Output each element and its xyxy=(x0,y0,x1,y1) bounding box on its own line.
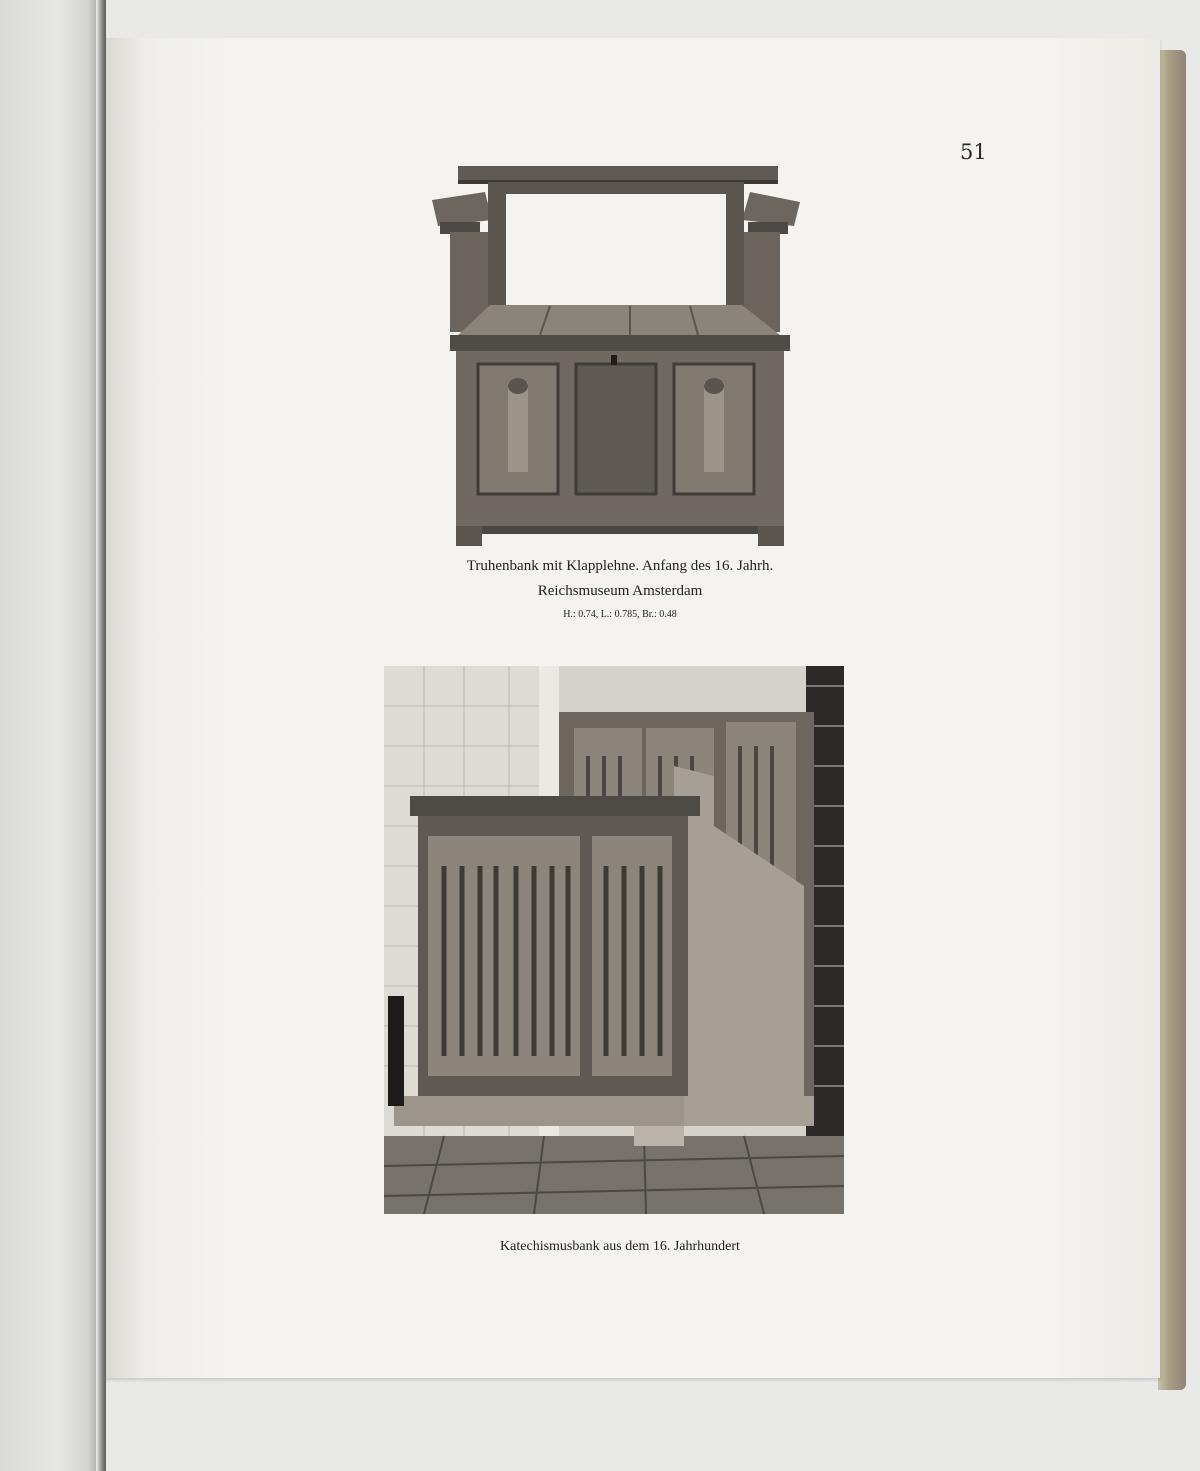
figure-2-caption-title: Katechismusbank aus dem 16. Jahrhundert xyxy=(500,1239,740,1254)
center-panel xyxy=(576,364,656,494)
page-number: 51 xyxy=(960,140,987,164)
figure-1-caption-title: Truhenbank mit Klapplehne. Anfang des 16. Jahrh. xyxy=(466,558,774,574)
book-gutter xyxy=(96,0,106,1471)
bench-seat xyxy=(458,305,780,335)
backrest-top-rail xyxy=(458,166,778,182)
right-armrest xyxy=(742,192,800,226)
left-armrest xyxy=(432,192,492,226)
chest-bench-photo xyxy=(430,160,800,550)
tiled-floor xyxy=(384,1136,844,1214)
previous-page-edge xyxy=(0,0,104,1471)
catechism-bench-photo xyxy=(384,666,844,1214)
figure-1-caption-dimensions: H.: 0.74, L.: 0.785, Br.: 0.48 xyxy=(563,609,677,620)
book-cover-edge xyxy=(1158,50,1186,1390)
figure-1-caption-location: Reichsmuseum Amsterdam xyxy=(537,583,703,599)
